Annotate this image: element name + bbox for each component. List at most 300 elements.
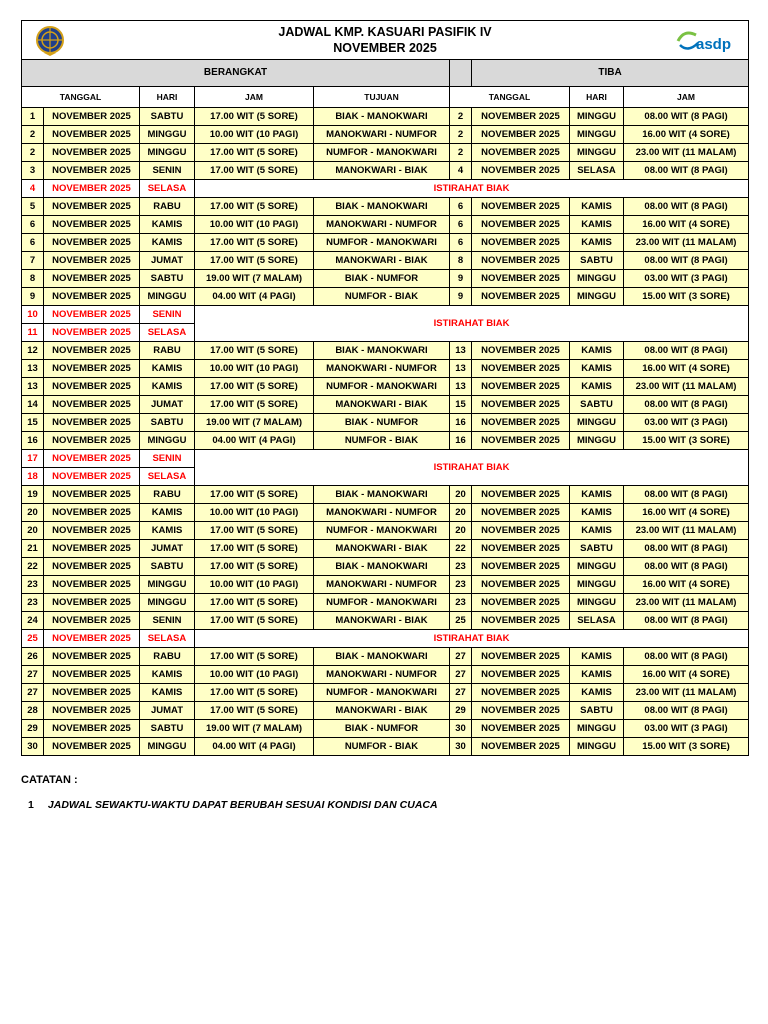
depart-time: 17.00 WIT (5 SORE) (195, 558, 314, 576)
arrive-weekday: SABTU (570, 252, 624, 270)
depart-month: NOVEMBER 2025 (44, 342, 140, 360)
depart-time: 17.00 WIT (5 SORE) (195, 234, 314, 252)
arrive-time: 08.00 WIT (8 PAGI) (624, 342, 749, 360)
arrive-month: NOVEMBER 2025 (472, 288, 570, 306)
depart-day: 29 (22, 720, 44, 738)
col-jam-arrive: JAM (624, 87, 749, 108)
depart-day: 16 (22, 432, 44, 450)
rest-month: NOVEMBER 2025 (44, 180, 140, 198)
depart-day: 6 (22, 234, 44, 252)
depart-day: 6 (22, 216, 44, 234)
depart-weekday: KAMIS (140, 234, 195, 252)
depart-weekday: MINGGU (140, 126, 195, 144)
arrive-day: 20 (450, 504, 472, 522)
depart-day: 5 (22, 198, 44, 216)
arrive-month: NOVEMBER 2025 (472, 252, 570, 270)
schedule-row (22, 126, 749, 144)
rest-row (22, 450, 749, 468)
depart-day: 2 (22, 144, 44, 162)
arrive-day: 13 (450, 342, 472, 360)
rest-month: NOVEMBER 2025 (44, 630, 140, 648)
depart-time: 17.00 WIT (5 SORE) (195, 522, 314, 540)
rest-day: 4 (22, 180, 44, 198)
group-departure: BERANGKAT (22, 60, 450, 87)
arrive-day: 9 (450, 270, 472, 288)
route: NUMFOR - MANOKWARI (314, 522, 450, 540)
schedule-table (21, 20, 749, 756)
route: MANOKWARI - NUMFOR (314, 360, 450, 378)
rest-note: ISTIRAHAT BIAK (195, 630, 749, 648)
arrive-day: 6 (450, 234, 472, 252)
arrive-day: 27 (450, 666, 472, 684)
depart-time: 19.00 WIT (7 MALAM) (195, 720, 314, 738)
depart-weekday: JUMAT (140, 702, 195, 720)
arrive-day: 15 (450, 396, 472, 414)
depart-month: NOVEMBER 2025 (44, 522, 140, 540)
arrive-day: 4 (450, 162, 472, 180)
depart-weekday: RABU (140, 486, 195, 504)
arrive-day: 27 (450, 684, 472, 702)
arrive-day: 8 (450, 252, 472, 270)
rest-month: NOVEMBER 2025 (44, 324, 140, 342)
rest-month: NOVEMBER 2025 (44, 450, 140, 468)
depart-weekday: JUMAT (140, 540, 195, 558)
arrive-month: NOVEMBER 2025 (472, 720, 570, 738)
arrive-month: NOVEMBER 2025 (472, 558, 570, 576)
depart-weekday: MINGGU (140, 576, 195, 594)
route: NUMFOR - MANOKWARI (314, 594, 450, 612)
schedule-row (22, 108, 749, 126)
route: MANOKWARI - BIAK (314, 252, 450, 270)
arrive-day: 16 (450, 414, 472, 432)
depart-day: 30 (22, 738, 44, 756)
depart-day: 19 (22, 486, 44, 504)
route: MANOKWARI - NUMFOR (314, 576, 450, 594)
depart-time: 17.00 WIT (5 SORE) (195, 378, 314, 396)
depart-time: 10.00 WIT (10 PAGI) (195, 360, 314, 378)
depart-day: 14 (22, 396, 44, 414)
depart-time: 17.00 WIT (5 SORE) (195, 702, 314, 720)
schedule-row (22, 648, 749, 666)
arrive-weekday: MINGGU (570, 288, 624, 306)
route: MANOKWARI - BIAK (314, 396, 450, 414)
depart-time: 04.00 WIT (4 PAGI) (195, 288, 314, 306)
arrive-weekday: MINGGU (570, 414, 624, 432)
title-row (22, 21, 749, 60)
depart-day: 24 (22, 612, 44, 630)
arrive-weekday: KAMIS (570, 360, 624, 378)
rest-day: 25 (22, 630, 44, 648)
depart-time: 10.00 WIT (10 PAGI) (195, 576, 314, 594)
depart-weekday: RABU (140, 648, 195, 666)
col-tanggal-depart: TANGGAL (22, 87, 140, 108)
depart-time: 17.00 WIT (5 SORE) (195, 144, 314, 162)
route: NUMFOR - BIAK (314, 288, 450, 306)
arrive-time: 15.00 WIT (3 SORE) (624, 432, 749, 450)
depart-month: NOVEMBER 2025 (44, 738, 140, 756)
route: BIAK - MANOKWARI (314, 108, 450, 126)
arrive-time: 03.00 WIT (3 PAGI) (624, 720, 749, 738)
depart-weekday: JUMAT (140, 252, 195, 270)
arrive-weekday: MINGGU (570, 432, 624, 450)
note-number: 1 (28, 799, 34, 811)
arrive-month: NOVEMBER 2025 (472, 270, 570, 288)
group-header-row (22, 60, 749, 87)
arrive-weekday: MINGGU (570, 270, 624, 288)
note-text: JADWAL SEWAKTU-WAKTU DAPAT BERUBAH SESUAI KONDISI DAN CUACA (47, 799, 438, 811)
depart-time: 10.00 WIT (10 PAGI) (195, 216, 314, 234)
arrive-weekday: KAMIS (570, 234, 624, 252)
route: NUMFOR - MANOKWARI (314, 684, 450, 702)
depart-month: NOVEMBER 2025 (44, 594, 140, 612)
depart-weekday: SABTU (140, 108, 195, 126)
arrive-time: 16.00 WIT (4 SORE) (624, 576, 749, 594)
schedule-row (22, 594, 749, 612)
route: MANOKWARI - NUMFOR (314, 504, 450, 522)
depart-weekday: MINGGU (140, 432, 195, 450)
arrive-weekday: KAMIS (570, 378, 624, 396)
arrive-time: 08.00 WIT (8 PAGI) (624, 558, 749, 576)
depart-month: NOVEMBER 2025 (44, 684, 140, 702)
route: MANOKWARI - BIAK (314, 540, 450, 558)
arrive-weekday: MINGGU (570, 558, 624, 576)
arrive-day: 20 (450, 486, 472, 504)
depart-weekday: JUMAT (140, 396, 195, 414)
arrive-time: 23.00 WIT (11 MALAM) (624, 594, 749, 612)
route: NUMFOR - BIAK (314, 738, 450, 756)
route: MANOKWARI - NUMFOR (314, 666, 450, 684)
schedule-row (22, 576, 749, 594)
ministry-emblem-icon (34, 25, 66, 57)
schedule-row (22, 738, 749, 756)
route: NUMFOR - MANOKWARI (314, 144, 450, 162)
arrive-month: NOVEMBER 2025 (472, 378, 570, 396)
depart-day: 27 (22, 666, 44, 684)
depart-month: NOVEMBER 2025 (44, 234, 140, 252)
schedule-row (22, 612, 749, 630)
arrive-month: NOVEMBER 2025 (472, 666, 570, 684)
schedule-row (22, 288, 749, 306)
depart-weekday: KAMIS (140, 360, 195, 378)
depart-month: NOVEMBER 2025 (44, 252, 140, 270)
depart-month: NOVEMBER 2025 (44, 378, 140, 396)
arrive-day: 30 (450, 720, 472, 738)
rest-weekday: SENIN (140, 450, 195, 468)
notes-heading: CATATAN : (21, 774, 78, 786)
group-spacer (450, 60, 472, 87)
arrive-day: 2 (450, 126, 472, 144)
depart-day: 22 (22, 558, 44, 576)
depart-time: 19.00 WIT (7 MALAM) (195, 414, 314, 432)
arrive-month: NOVEMBER 2025 (472, 360, 570, 378)
arrive-month: NOVEMBER 2025 (472, 522, 570, 540)
depart-weekday: MINGGU (140, 144, 195, 162)
arrive-month: NOVEMBER 2025 (472, 198, 570, 216)
arrive-month: NOVEMBER 2025 (472, 504, 570, 522)
depart-time: 17.00 WIT (5 SORE) (195, 162, 314, 180)
arrive-time: 16.00 WIT (4 SORE) (624, 504, 749, 522)
rest-row (22, 630, 749, 648)
arrive-month: NOVEMBER 2025 (472, 414, 570, 432)
depart-weekday: SENIN (140, 612, 195, 630)
route: MANOKWARI - BIAK (314, 162, 450, 180)
arrive-weekday: KAMIS (570, 522, 624, 540)
arrive-weekday: KAMIS (570, 684, 624, 702)
arrive-weekday: MINGGU (570, 108, 624, 126)
depart-day: 15 (22, 414, 44, 432)
group-arrival: TIBA (472, 60, 749, 87)
depart-month: NOVEMBER 2025 (44, 360, 140, 378)
arrive-day: 23 (450, 576, 472, 594)
arrive-month: NOVEMBER 2025 (472, 738, 570, 756)
route: BIAK - NUMFOR (314, 414, 450, 432)
arrive-weekday: KAMIS (570, 648, 624, 666)
asdp-logo-icon (674, 27, 734, 55)
arrive-month: NOVEMBER 2025 (472, 162, 570, 180)
schedule-row (22, 342, 749, 360)
depart-day: 13 (22, 378, 44, 396)
depart-weekday: SABTU (140, 558, 195, 576)
depart-month: NOVEMBER 2025 (44, 162, 140, 180)
col-tanggal-arrive: TANGGAL (450, 87, 570, 108)
depart-month: NOVEMBER 2025 (44, 540, 140, 558)
schedule-row (22, 396, 749, 414)
depart-time: 17.00 WIT (5 SORE) (195, 648, 314, 666)
asdp-logo-text: asdp (696, 36, 732, 53)
schedule-row (22, 378, 749, 396)
arrive-time: 23.00 WIT (11 MALAM) (624, 378, 749, 396)
arrive-month: NOVEMBER 2025 (472, 144, 570, 162)
depart-month: NOVEMBER 2025 (44, 288, 140, 306)
route: MANOKWARI - BIAK (314, 702, 450, 720)
depart-day: 9 (22, 288, 44, 306)
arrive-time: 23.00 WIT (11 MALAM) (624, 144, 749, 162)
arrive-weekday: SABTU (570, 396, 624, 414)
schedule-row (22, 414, 749, 432)
arrive-month: NOVEMBER 2025 (472, 234, 570, 252)
route: NUMFOR - BIAK (314, 432, 450, 450)
route: BIAK - MANOKWARI (314, 558, 450, 576)
schedule-row (22, 720, 749, 738)
depart-weekday: KAMIS (140, 666, 195, 684)
arrive-month: NOVEMBER 2025 (472, 342, 570, 360)
arrive-month: NOVEMBER 2025 (472, 594, 570, 612)
depart-month: NOVEMBER 2025 (44, 558, 140, 576)
schedule-row (22, 216, 749, 234)
arrive-time: 15.00 WIT (3 SORE) (624, 738, 749, 756)
arrive-day: 23 (450, 594, 472, 612)
depart-time: 04.00 WIT (4 PAGI) (195, 738, 314, 756)
depart-month: NOVEMBER 2025 (44, 666, 140, 684)
arrive-time: 03.00 WIT (3 PAGI) (624, 414, 749, 432)
depart-weekday: MINGGU (140, 288, 195, 306)
arrive-month: NOVEMBER 2025 (472, 702, 570, 720)
depart-month: NOVEMBER 2025 (44, 198, 140, 216)
depart-day: 13 (22, 360, 44, 378)
arrive-month: NOVEMBER 2025 (472, 126, 570, 144)
depart-day: 12 (22, 342, 44, 360)
rest-weekday: SENIN (140, 306, 195, 324)
depart-day: 8 (22, 270, 44, 288)
rest-row (22, 180, 749, 198)
depart-day: 26 (22, 648, 44, 666)
arrive-weekday: KAMIS (570, 342, 624, 360)
schedule-row (22, 702, 749, 720)
schedule-row (22, 666, 749, 684)
arrive-time: 08.00 WIT (8 PAGI) (624, 540, 749, 558)
arrive-day: 20 (450, 522, 472, 540)
depart-month: NOVEMBER 2025 (44, 720, 140, 738)
schedule-row (22, 162, 749, 180)
rest-note: ISTIRAHAT BIAK (195, 306, 749, 342)
depart-weekday: KAMIS (140, 522, 195, 540)
route: MANOKWARI - NUMFOR (314, 126, 450, 144)
col-jam-depart: JAM (195, 87, 314, 108)
arrive-day: 23 (450, 558, 472, 576)
title-line-2: NOVEMBER 2025 (333, 41, 437, 55)
arrive-weekday: MINGGU (570, 126, 624, 144)
depart-day: 23 (22, 576, 44, 594)
arrive-time: 15.00 WIT (3 SORE) (624, 288, 749, 306)
depart-time: 17.00 WIT (5 SORE) (195, 594, 314, 612)
depart-time: 17.00 WIT (5 SORE) (195, 396, 314, 414)
arrive-time: 08.00 WIT (8 PAGI) (624, 648, 749, 666)
depart-weekday: KAMIS (140, 684, 195, 702)
depart-weekday: KAMIS (140, 504, 195, 522)
arrive-time: 08.00 WIT (8 PAGI) (624, 198, 749, 216)
depart-month: NOVEMBER 2025 (44, 486, 140, 504)
depart-time: 10.00 WIT (10 PAGI) (195, 504, 314, 522)
route: MANOKWARI - NUMFOR (314, 216, 450, 234)
arrive-month: NOVEMBER 2025 (472, 648, 570, 666)
arrive-weekday: SABTU (570, 540, 624, 558)
title-line-1: JADWAL KMP. KASUARI PASIFIK IV (278, 25, 492, 39)
rest-weekday: SELASA (140, 468, 195, 486)
arrive-day: 13 (450, 360, 472, 378)
arrive-time: 08.00 WIT (8 PAGI) (624, 252, 749, 270)
depart-day: 20 (22, 504, 44, 522)
arrive-weekday: KAMIS (570, 504, 624, 522)
schedule-row (22, 432, 749, 450)
depart-month: NOVEMBER 2025 (44, 396, 140, 414)
arrive-weekday: MINGGU (570, 594, 624, 612)
arrive-weekday: MINGGU (570, 738, 624, 756)
arrive-month: NOVEMBER 2025 (472, 540, 570, 558)
arrive-time: 23.00 WIT (11 MALAM) (624, 522, 749, 540)
route: BIAK - MANOKWARI (314, 342, 450, 360)
rest-day: 10 (22, 306, 44, 324)
rest-weekday: SELASA (140, 630, 195, 648)
arrive-day: 16 (450, 432, 472, 450)
depart-weekday: KAMIS (140, 378, 195, 396)
route: MANOKWARI - BIAK (314, 612, 450, 630)
rest-month: NOVEMBER 2025 (44, 306, 140, 324)
depart-time: 17.00 WIT (5 SORE) (195, 342, 314, 360)
schedule-row (22, 486, 749, 504)
arrive-weekday: MINGGU (570, 576, 624, 594)
depart-time: 19.00 WIT (7 MALAM) (195, 270, 314, 288)
depart-weekday: SABTU (140, 270, 195, 288)
arrive-month: NOVEMBER 2025 (472, 216, 570, 234)
depart-time: 04.00 WIT (4 PAGI) (195, 432, 314, 450)
arrive-time: 08.00 WIT (8 PAGI) (624, 162, 749, 180)
col-hari-depart: HARI (140, 87, 195, 108)
arrive-weekday: MINGGU (570, 720, 624, 738)
arrive-day: 27 (450, 648, 472, 666)
depart-weekday: SABTU (140, 720, 195, 738)
schedule-row (22, 684, 749, 702)
depart-day: 21 (22, 540, 44, 558)
schedule-row (22, 252, 749, 270)
arrive-time: 23.00 WIT (11 MALAM) (624, 684, 749, 702)
arrive-month: NOVEMBER 2025 (472, 684, 570, 702)
schedule-sheet (21, 20, 748, 756)
arrive-month: NOVEMBER 2025 (472, 432, 570, 450)
arrive-time: 08.00 WIT (8 PAGI) (624, 702, 749, 720)
rest-row (22, 306, 749, 324)
depart-month: NOVEMBER 2025 (44, 216, 140, 234)
route: BIAK - NUMFOR (314, 720, 450, 738)
arrive-weekday: MINGGU (570, 144, 624, 162)
arrive-weekday: KAMIS (570, 666, 624, 684)
depart-day: 1 (22, 108, 44, 126)
route: BIAK - MANOKWARI (314, 648, 450, 666)
arrive-time: 16.00 WIT (4 SORE) (624, 360, 749, 378)
schedule-row (22, 144, 749, 162)
depart-month: NOVEMBER 2025 (44, 414, 140, 432)
depart-month: NOVEMBER 2025 (44, 504, 140, 522)
notes-section (21, 774, 748, 811)
depart-day: 27 (22, 684, 44, 702)
depart-time: 17.00 WIT (5 SORE) (195, 108, 314, 126)
schedule-row (22, 522, 749, 540)
rest-day: 17 (22, 450, 44, 468)
arrive-day: 9 (450, 288, 472, 306)
arrive-month: NOVEMBER 2025 (472, 612, 570, 630)
arrive-weekday: SELASA (570, 162, 624, 180)
rest-weekday: SELASA (140, 180, 195, 198)
depart-day: 3 (22, 162, 44, 180)
depart-month: NOVEMBER 2025 (44, 432, 140, 450)
depart-time: 17.00 WIT (5 SORE) (195, 684, 314, 702)
depart-time: 17.00 WIT (5 SORE) (195, 252, 314, 270)
rest-weekday: SELASA (140, 324, 195, 342)
arrive-time: 16.00 WIT (4 SORE) (624, 126, 749, 144)
depart-month: NOVEMBER 2025 (44, 270, 140, 288)
arrive-day: 29 (450, 702, 472, 720)
rest-month: NOVEMBER 2025 (44, 468, 140, 486)
arrive-weekday: KAMIS (570, 216, 624, 234)
arrive-time: 23.00 WIT (11 MALAM) (624, 234, 749, 252)
depart-time: 10.00 WIT (10 PAGI) (195, 666, 314, 684)
route: BIAK - MANOKWARI (314, 486, 450, 504)
title-box (22, 21, 748, 59)
depart-month: NOVEMBER 2025 (44, 126, 140, 144)
depart-day: 2 (22, 126, 44, 144)
depart-day: 28 (22, 702, 44, 720)
depart-weekday: MINGGU (140, 738, 195, 756)
depart-time: 17.00 WIT (5 SORE) (195, 540, 314, 558)
schedule-row (22, 270, 749, 288)
depart-weekday: SENIN (140, 162, 195, 180)
col-tujuan: TUJUAN (314, 87, 450, 108)
schedule-row (22, 540, 749, 558)
schedule-row (22, 558, 749, 576)
route: BIAK - NUMFOR (314, 270, 450, 288)
depart-month: NOVEMBER 2025 (44, 702, 140, 720)
depart-weekday: MINGGU (140, 594, 195, 612)
schedule-row (22, 234, 749, 252)
